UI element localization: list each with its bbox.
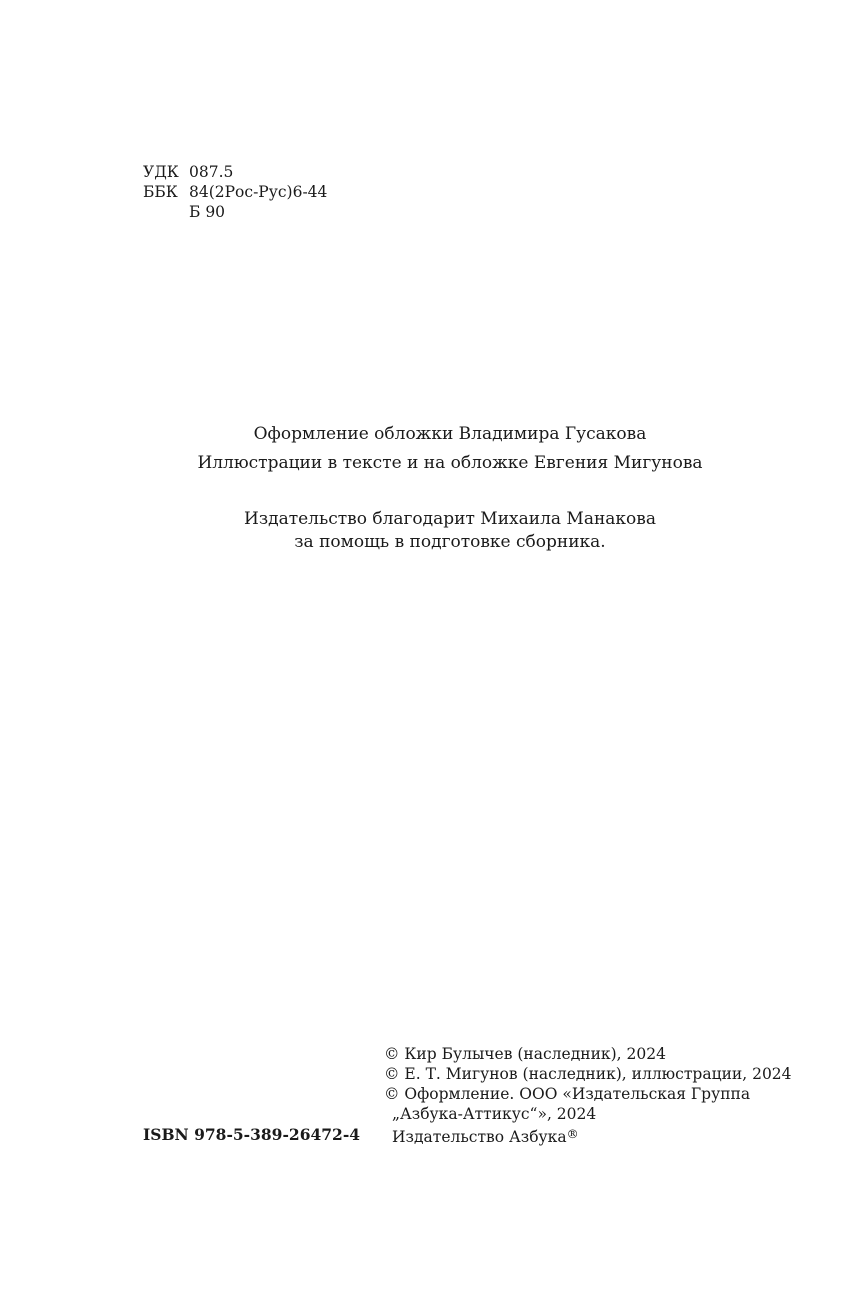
bbk-label: ББК (143, 183, 178, 201)
illustrations-credit: Иллюстрации в тексте и на обложке Евгения Мигунова (197, 453, 703, 473)
credits-block (100, 420, 800, 478)
copyright-line-author: © Кир Булычев (наследник), 2024 (384, 1045, 666, 1063)
bbk-value: 84(2Рос-Рус)6-44 (189, 183, 328, 201)
acknowledgement-block (100, 508, 800, 554)
copyright-block (384, 1044, 792, 1147)
publisher-line (384, 1124, 792, 1147)
udk-value: 087.5 (189, 163, 234, 181)
publisher-name: Издательство Азбука (392, 1128, 567, 1146)
bbk-row (143, 182, 327, 202)
classification-block (143, 162, 327, 222)
isbn: ISBN 978-5-389-26472-4 (143, 1125, 361, 1144)
udk-label: УДК (143, 163, 179, 181)
cover-design-credit: Оформление обложки Владимира Гусакова (253, 424, 647, 444)
copyright-line-design: © Оформление. ООО «Издательская Группа (384, 1085, 751, 1103)
author-mark-row (143, 202, 327, 222)
author-mark: Б 90 (189, 203, 226, 221)
registered-mark: ® (566, 1127, 579, 1141)
copyright-line-illustrator: © Е. Т. Мигунов (наследник), иллюстрации, 2024 (384, 1065, 792, 1083)
copyright-line-design-cont: „Азбука-Аттикус“», 2024 (392, 1105, 597, 1123)
acknowledgement-line-1: Издательство благодарит Михаила Манакова (244, 509, 656, 529)
acknowledgement-line-2: за помощь в подготовке сборника. (294, 532, 606, 552)
udk-row (143, 162, 327, 182)
